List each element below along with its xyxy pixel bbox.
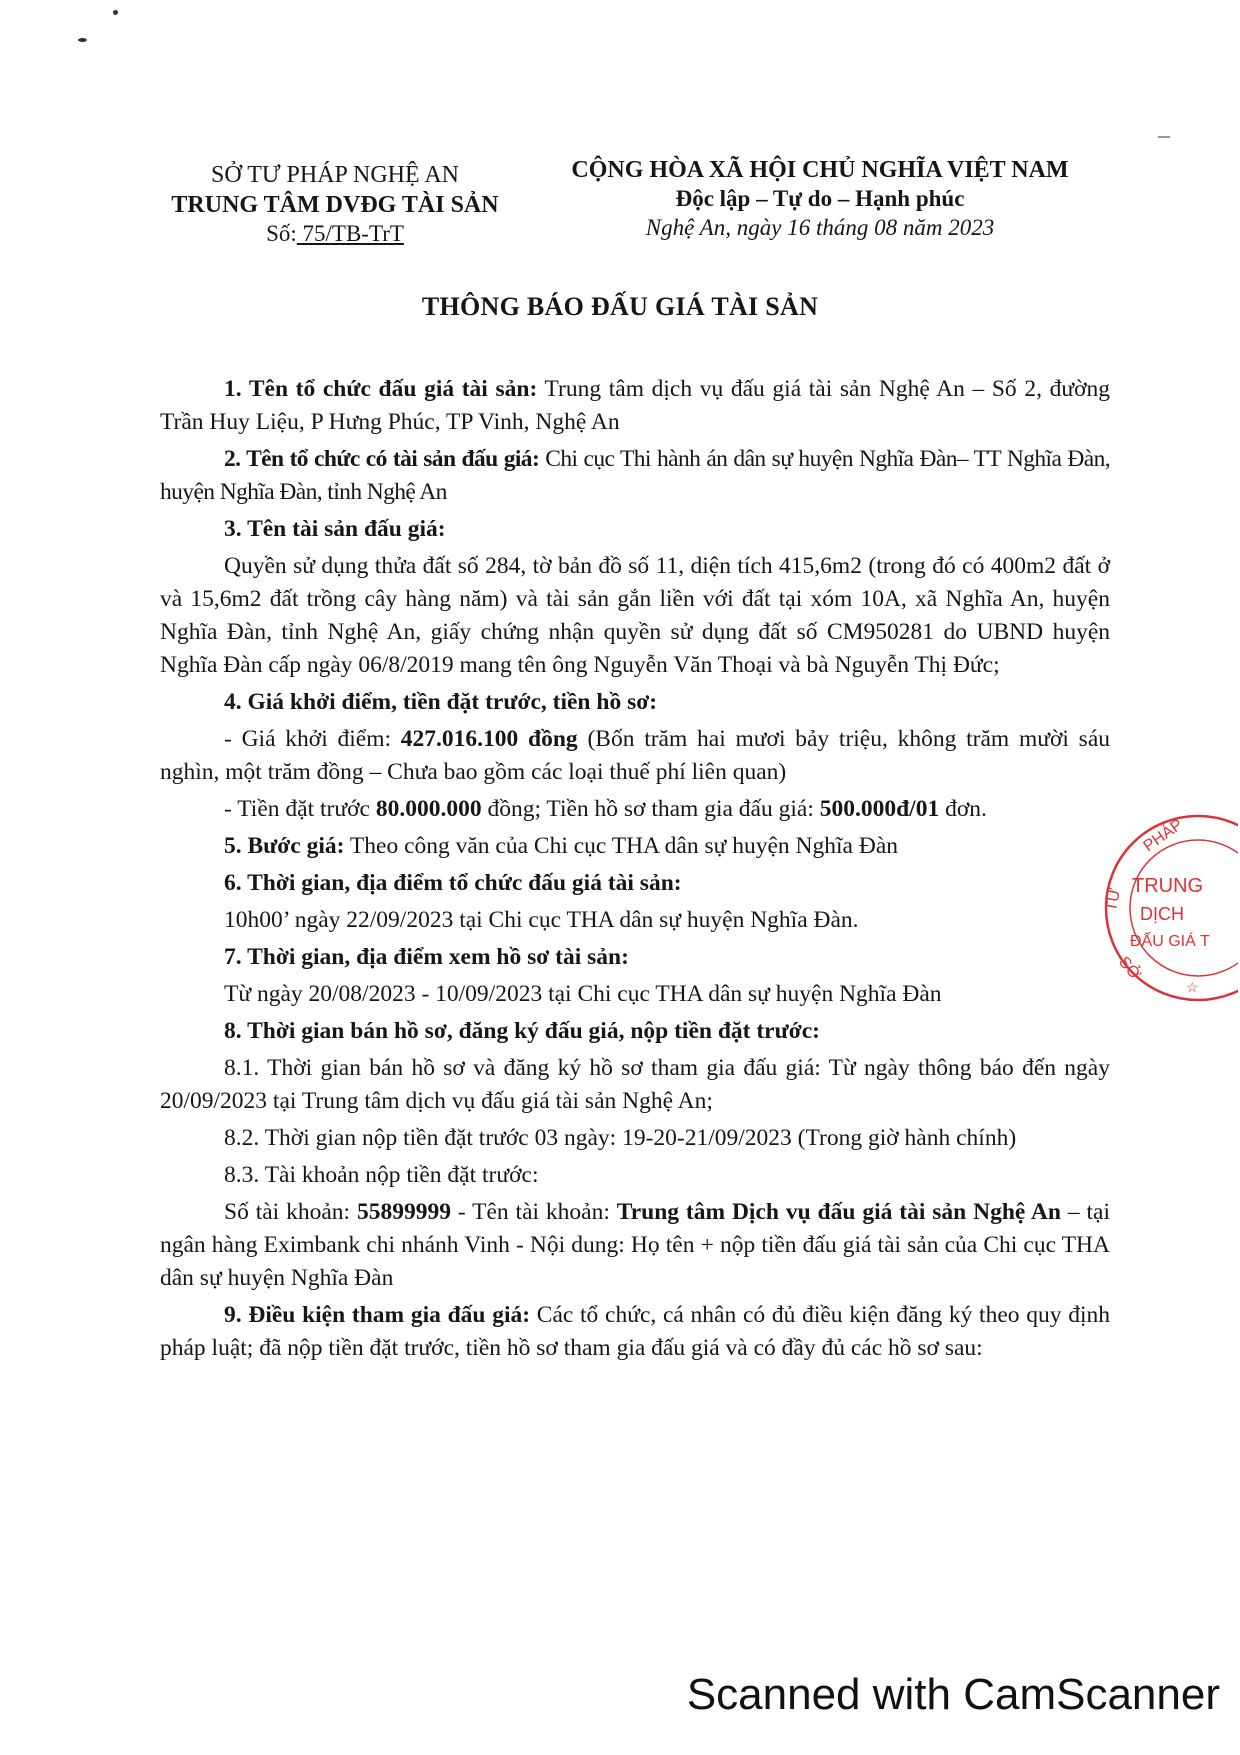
national-title: CỘNG HÒA XÃ HỘI CHỦ NGHĨA VIỆT NAM: [571, 157, 1069, 183]
section-4-label: 4. Giá khởi điểm, tiền đặt trước, tiền hồ sơ:: [224, 689, 658, 715]
official-seal: [1088, 812, 1238, 1002]
deposit-mid: đồng; Tiền hồ sơ tham gia đấu giá:: [481, 796, 820, 822]
section-3-label: 3. Tên tài sản đấu giá:: [224, 516, 446, 542]
account-name-prefix: - Tên tài khoản:: [450, 1199, 617, 1225]
section-7-label: 7. Thời gian, địa điểm xem hồ sơ tài sản:: [224, 944, 629, 970]
starting-price-value: 427.016.100 đồng: [400, 726, 578, 752]
seal-star: ☆: [1186, 979, 1199, 995]
scan-edge-mark: [1158, 136, 1170, 138]
section-8-label: 8. Thời gian bán hồ sơ, đăng ký đấu giá, nộp tiền đặt trước:: [224, 1018, 820, 1044]
deposit-and-fee: [160, 793, 1110, 826]
section-7-heading: [160, 941, 1110, 974]
issuing-organization: TRUNG TÂM DVĐG TÀI SẢN: [171, 192, 499, 218]
section-8-1: 8.1. Thời gian bán hồ sơ và đăng ký hồ sơ tham gia đấu giá: Từ ngày thông báo đến ngày 20/09/2023 tại Trung tâm dịch vụ đấu giá tài sản Nghệ An;: [160, 1055, 1110, 1114]
section-9-text: Các tổ chức, cá nhân có đủ điều kiện đăng ký theo quy định pháp luật; đã nộp tiền đặt trước, tiền hồ sơ tham gia đấu giá và có đầy đủ các hồ sơ sau:: [160, 1302, 1110, 1361]
starting-price: [160, 723, 1110, 789]
section-8-3: 8.3. Tài khoản nộp tiền đặt trước:: [224, 1162, 539, 1188]
section-3-text: Quyền sử dụng thửa đất số 284, tờ bản đồ số 11, diện tích 415,6m2 (trong đó có 400m2 đất ở và 15,6m2 đất trồng cây hàng năm) và tài sản gắn liền với đất tại xóm 10A, xã Nghĩa An, huyện Nghĩa Đàn, tỉnh Nghệ An, giấy chứng nhận quyền sử dụng đất số CM950281 do UBND huyện Nghĩa Đàn cấp ngày 06/8/2019 mang tên ông Nguyễn Văn Thoại và bà Nguyễn Thị Đức;: [160, 553, 1110, 678]
document-title: THÔNG BÁO ĐẤU GIÁ TÀI SẢN: [421, 292, 819, 321]
section-6-text: 10h00’ ngày 22/09/2023 tại Chi cục THA dân sự huyện Nghĩa Đàn.: [224, 907, 859, 933]
section-5: [160, 830, 1110, 863]
national-header: [540, 155, 1100, 243]
section-6-label: 6. Thời gian, địa điểm tổ chức đấu giá tài sản:: [224, 870, 682, 896]
document-body: [160, 373, 1110, 1369]
section-9: [160, 1299, 1110, 1365]
fee-unit: đơn.: [939, 796, 987, 822]
section-4-heading: [160, 686, 1110, 719]
section-8-heading: [160, 1015, 1110, 1048]
document-number-value: 75/TB-TrT: [296, 221, 404, 246]
account-number-prefix: Số tài khoản:: [224, 1199, 357, 1225]
seal-arc-top: PHÁP: [1140, 816, 1186, 856]
scanner-watermark: Scanned with CamScanner: [686, 1670, 1220, 1719]
issuer-header: [150, 160, 520, 249]
fee-value: 500.000đ/01: [819, 796, 940, 822]
section-1: [160, 373, 1110, 439]
seal-line-3: ĐẤU GIÁ T: [1130, 933, 1210, 950]
account-details: – tại ngân hàng Eximbank chi nhánh Vinh - Nội dung: Họ tên + nộp tiền đấu giá tài sản của Chi cục THA dân sự huyện Nghĩa Đàn: [160, 1199, 1110, 1291]
national-motto: Độc lập – Tự do – Hạnh phúc: [675, 186, 965, 211]
deposit-value: 80.000.000: [375, 796, 482, 822]
document-number: [150, 220, 520, 249]
scan-speck: [113, 10, 118, 15]
section-3-heading: [160, 513, 1110, 546]
seal-arc-bottom: SỞ: [1114, 953, 1144, 984]
bank-account: [160, 1196, 1110, 1295]
section-9-label: 9. Điều kiện tham gia đấu giá:: [224, 1302, 531, 1328]
section-7-text: Từ ngày 20/08/2023 - 10/09/2023 tại Chi cục THA dân sự huyện Nghĩa Đàn: [224, 981, 942, 1007]
account-number: 55899999: [356, 1199, 451, 1225]
section-2-text: Chi cục Thi hành án dân sự huyện Nghĩa Đàn– TT Nghĩa Đàn, huyện Nghĩa Đàn, tỉnh Nghệ An: [160, 446, 1111, 505]
scan-speck: [78, 38, 87, 42]
seal-line-2: DỊCH: [1140, 904, 1184, 924]
seal-graphic: [1088, 812, 1238, 1002]
place-date-line: Nghệ An, ngày 16 tháng 08 năm 2023: [645, 214, 995, 240]
parent-organization: SỞ TƯ PHÁP NGHỆ AN: [211, 162, 459, 188]
section-2-label: 2. Tên tổ chức có tài sản đấu giá:: [224, 446, 540, 472]
section-6-heading: [160, 867, 1110, 900]
section-8-2: 8.2. Thời gian nộp tiền đặt trước 03 ngày: 19-20-21/09/2023 (Trong giờ hành chính): [224, 1125, 1017, 1151]
starting-price-words: (Bốn trăm hai mươi bảy triệu, không trăm mười sáu nghìn, một trăm đồng – Chưa bao gồm các loại thuế phí liên quan): [160, 726, 1111, 785]
deposit-prefix: - Tiền đặt trước: [224, 796, 376, 822]
section-1-label: 1. Tên tổ chức đấu giá tài sản:: [224, 376, 538, 402]
section-5-text: Theo công văn của Chi cục THA dân sự huyện Nghĩa Đàn: [344, 833, 898, 859]
section-2: [160, 443, 1110, 509]
seal-arc-left: TƯ: [1103, 886, 1125, 913]
seal-line-1: TRUNG: [1132, 875, 1204, 897]
section-5-label: 5. Bước giá:: [224, 833, 345, 859]
account-name: Trung tâm Dịch vụ đấu giá tài sản Nghệ An: [616, 1199, 1061, 1225]
starting-price-prefix: - Giá khởi điểm:: [224, 726, 401, 752]
section-1-text: Trung tâm dịch vụ đấu giá tài sản Nghệ An – Số 2, đường Trần Huy Liệu, P Hưng Phúc, TP Vinh, Nghệ An: [160, 376, 1110, 435]
document-number-label: Số:: [266, 221, 297, 246]
